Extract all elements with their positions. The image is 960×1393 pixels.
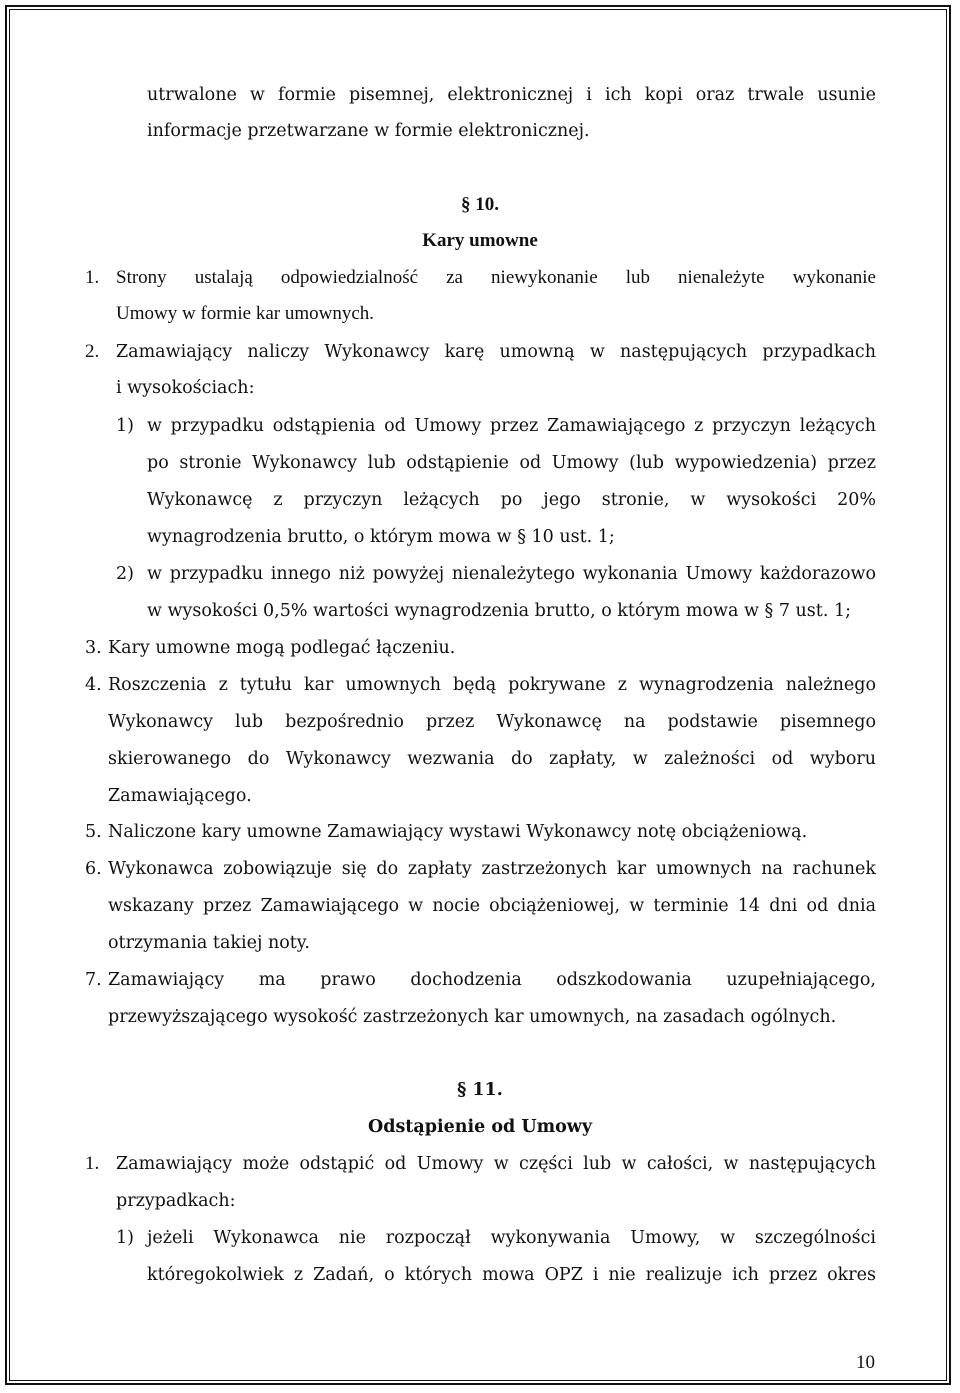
s11-p1-number: 1. — [85, 1153, 100, 1174]
carryover-line-1: utrwalone w formie pisemnej, elektronicznej i ich kopi oraz trwale usunie — [147, 85, 876, 105]
s10-p2-sub1-line-4: wynagrodzenia brutto, o którym mowa w § 10 ust. 1; — [147, 527, 615, 547]
s11-p1-line-2: przypadkach: — [116, 1191, 236, 1211]
section-11-title: Odstąpienie od Umowy — [367, 1117, 593, 1137]
s10-p1-line-1: Strony ustalają odpowiedzialność za niewykonanie lub nienależyte wykonanie — [116, 267, 876, 288]
s10-p2-sub2-number: 2) — [116, 564, 134, 584]
s10-p7-number: 7. — [85, 970, 102, 990]
s10-p2-sub1-line-2: po stronie Wykonawcy lub odstąpienie od Umowy (lub wypowiedzenia) przez — [147, 453, 876, 473]
section-11-number: § 11. — [457, 1080, 503, 1100]
s10-p4-line-2: Wykonawcy lub bezpośrednio przez Wykonawcę na podstawie pisemnego — [108, 712, 876, 732]
s10-p3-line-1: Kary umowne mogą podlegać łączeniu. — [108, 638, 456, 658]
s10-p2-sub1-number: 1) — [116, 416, 134, 436]
s10-p6-number: 6. — [85, 859, 102, 879]
s10-p1-number: 1. — [85, 267, 100, 288]
page-number: 10 — [856, 1352, 875, 1373]
s10-p4-line-3: skierowanego do Wykonawcy wezwania do zapłaty, w zależności od wyboru — [108, 749, 876, 769]
s10-p2-number: 2. — [85, 341, 100, 362]
s11-p1-line-1: Zamawiający może odstąpić od Umowy w części lub w całości, w następujących — [116, 1154, 876, 1174]
s11-p1-sub1-line-1: jeżeli Wykonawca nie rozpoczął wykonywania Umowy, w szczególności — [147, 1228, 876, 1248]
s10-p6-line-2: wskazany przez Zamawiającego w nocie obciążeniowej, w terminie 14 dni od dnia — [108, 896, 876, 916]
s10-p7-line-2: przewyższającego wysokość zastrzeżonych kar umownych, na zasadach ogólnych. — [108, 1007, 837, 1027]
s10-p3-number: 3. — [85, 638, 102, 658]
s11-p1-sub1-line-2: któregokolwiek z Zadań, o których mowa OPZ i nie realizuje ich przez okres — [147, 1265, 876, 1285]
s10-p4-line-1: Roszczenia z tytułu kar umownych będą pokrywane z wynagrodzenia należnego — [108, 675, 876, 695]
s10-p6-line-1: Wykonawca zobowiązuje się do zapłaty zastrzeżonych kar umownych na rachunek — [108, 859, 876, 879]
s10-p2-sub1-line-3: Wykonawcę z przyczyn leżących po jego stronie, w wysokości 20% — [147, 490, 876, 510]
s10-p5-number: 5. — [85, 822, 102, 842]
section-10-title: Kary umowne — [422, 230, 538, 251]
s10-p2-line-2: i wysokościach: — [116, 378, 255, 398]
s10-p5-line-1: Naliczone kary umowne Zamawiający wystawi Wykonawcy notę obciążeniową. — [108, 822, 808, 842]
s10-p2-sub2-line-2: w wysokości 0,5% wartości wynagrodzenia brutto, o którym mowa w § 7 ust. 1; — [147, 601, 851, 621]
s11-p1-sub1-number: 1) — [116, 1228, 134, 1248]
s10-p7-line-1: Zamawiający ma prawo dochodzenia odszkodowania uzupełniającego, — [108, 970, 876, 990]
section-10-number: § 10. — [461, 194, 499, 215]
carryover-line-2: informacje przetwarzane w formie elektronicznej. — [147, 121, 590, 141]
s10-p2-line-1: Zamawiający naliczy Wykonawcy karę umowną w następujących przypadkach — [116, 342, 876, 362]
s10-p6-line-3: otrzymania takiej noty. — [108, 933, 310, 953]
s10-p2-sub1-line-1: w przypadku odstąpienia od Umowy przez Zamawiającego z przyczyn leżących — [147, 416, 876, 436]
s10-p1-line-2: Umowy w formie kar umownych. — [116, 303, 375, 324]
s10-p4-line-4: Zamawiającego. — [108, 786, 252, 806]
s10-p4-number: 4. — [85, 675, 102, 695]
s10-p2-sub2-line-1: w przypadku innego niż powyżej nienależytego wykonania Umowy każdorazowo — [147, 564, 876, 584]
